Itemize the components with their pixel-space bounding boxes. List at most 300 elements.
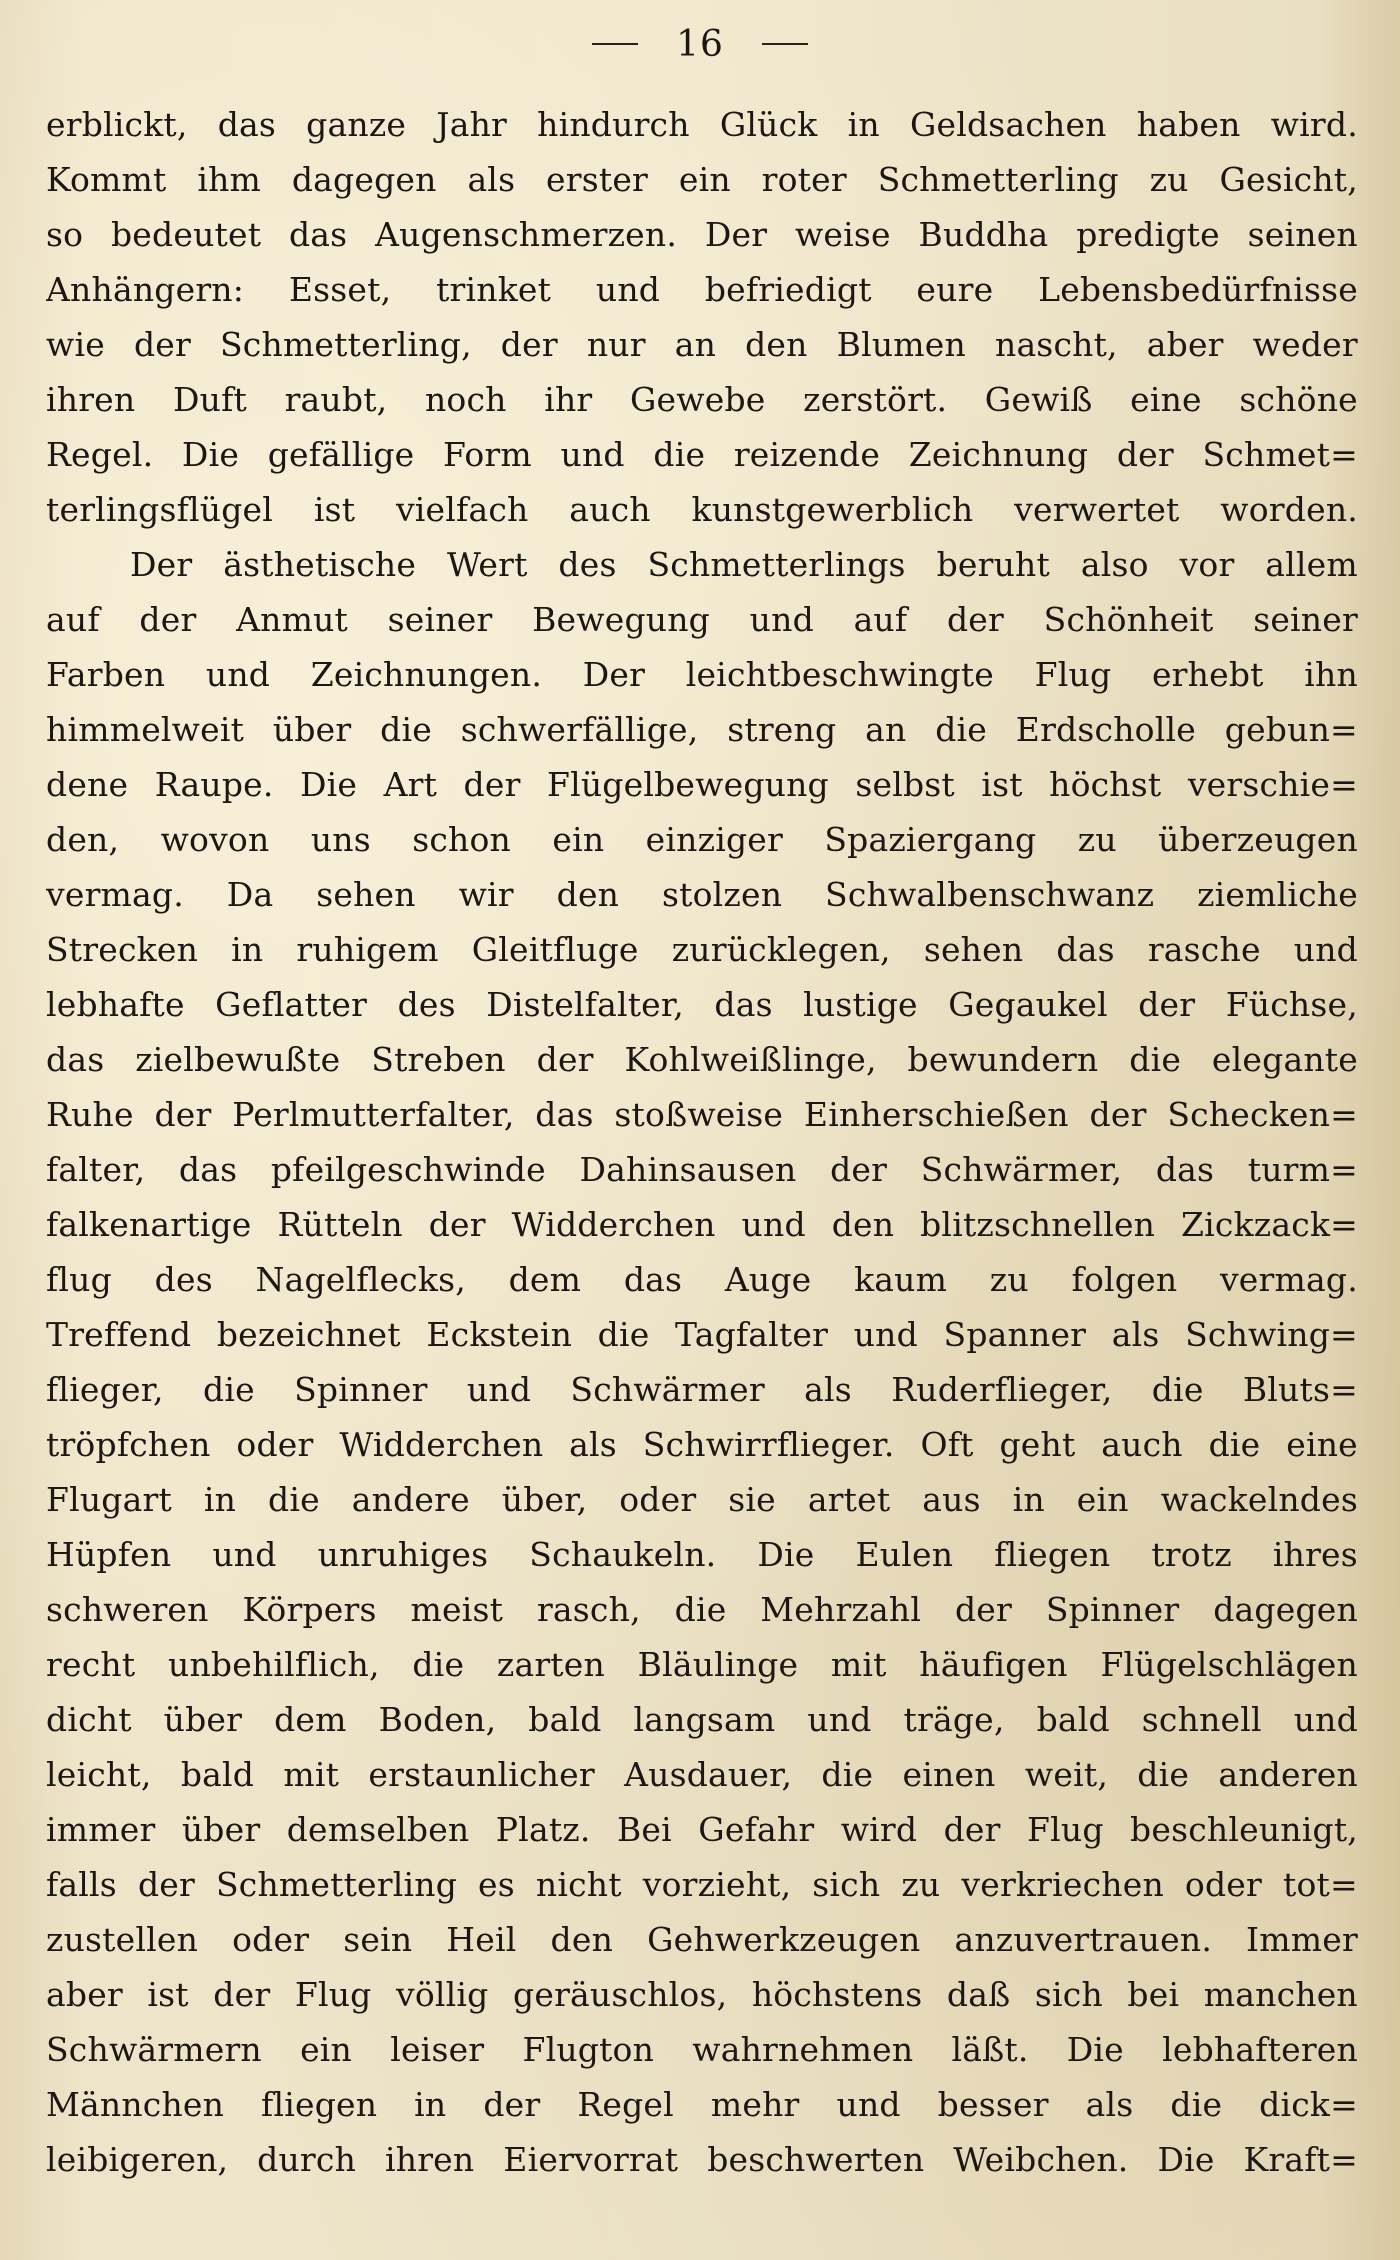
- text-line-words: [46, 97, 1358, 152]
- word: der: [830, 1150, 888, 1189]
- text-line: [46, 2132, 1358, 2187]
- word: anderen: [1218, 1755, 1358, 1794]
- word: Zeichnung: [908, 435, 1089, 474]
- word: roter: [761, 160, 847, 199]
- word: Flug: [294, 1975, 372, 2014]
- word: zu: [1149, 160, 1189, 199]
- word: der: [954, 1590, 1013, 1629]
- word: schwerfällige,: [460, 710, 699, 749]
- text-line: [46, 1912, 1358, 1967]
- text-line-words: [46, 1747, 1358, 1802]
- text-line: [46, 1857, 1358, 1912]
- word: den,: [46, 820, 120, 859]
- word: lebhafteren: [1162, 2030, 1358, 2069]
- word: Männchen: [46, 2085, 225, 2124]
- text-line: [46, 1802, 1358, 1857]
- word: an: [674, 325, 717, 364]
- word: des: [154, 1260, 213, 1299]
- word: Schönheit: [1043, 600, 1214, 639]
- word: beschleunigt,: [1130, 1810, 1358, 1849]
- text-line-words: [46, 1582, 1358, 1637]
- word: schöne: [1239, 380, 1358, 419]
- word: sein: [343, 1920, 413, 1959]
- word: Mehrzahl: [760, 1590, 922, 1629]
- text-line-words: [46, 1307, 1358, 1362]
- word: gefällige: [267, 435, 415, 474]
- word: Schwirrflieger.: [642, 1425, 895, 1464]
- word: reizende: [733, 435, 881, 474]
- word: unruhiges: [317, 1535, 489, 1574]
- word: in: [231, 930, 264, 969]
- text-line-words: [46, 867, 1358, 922]
- word: vorzieht,: [642, 1865, 792, 1904]
- word: andere: [351, 1480, 470, 1519]
- text-line-words: [46, 1417, 1358, 1472]
- word: das: [178, 1150, 238, 1189]
- word: streng: [727, 710, 837, 749]
- text-line-words: [130, 537, 1358, 592]
- word: vermag.: [1219, 1260, 1358, 1299]
- word: Regel.: [46, 435, 154, 474]
- word: leibigeren,: [46, 2140, 229, 2179]
- word: über: [163, 1700, 243, 1739]
- text-line: [46, 647, 1358, 702]
- text-line: [46, 1252, 1358, 1307]
- word: erster: [546, 160, 649, 199]
- word: leiser: [390, 2030, 485, 2069]
- word: tröpfchen: [46, 1425, 211, 1464]
- word: so: [46, 215, 84, 254]
- word: die: [1151, 1370, 1204, 1409]
- word: fliegen: [261, 2085, 378, 2124]
- word: Der: [130, 545, 193, 584]
- word: falls: [46, 1865, 117, 1904]
- word: demselben: [286, 1810, 470, 1849]
- word: auf: [853, 600, 908, 639]
- word: das: [623, 1260, 683, 1299]
- word: das: [288, 215, 348, 254]
- word: völlig: [396, 1975, 489, 2014]
- word: Heil: [446, 1920, 517, 1959]
- word: ihren: [384, 2140, 475, 2179]
- word: Bluts=: [1242, 1370, 1358, 1409]
- word: Lebensbedürfnisse: [1038, 270, 1358, 309]
- word: vermag.: [46, 875, 184, 914]
- word: die: [1208, 1425, 1261, 1464]
- word: die: [597, 1315, 650, 1354]
- word: auch: [569, 490, 651, 529]
- word: als: [1085, 2085, 1134, 2124]
- word: lebhafte: [46, 985, 185, 1024]
- word: Treffend: [46, 1315, 192, 1354]
- word: auf: [46, 600, 100, 639]
- word: aber: [46, 1975, 123, 2014]
- word: der: [1138, 985, 1196, 1024]
- word: ein: [1076, 1480, 1129, 1519]
- text-line-words: [46, 702, 1358, 757]
- word: häufigen: [919, 1645, 1068, 1684]
- word: höchstens: [751, 1975, 923, 2014]
- word: Schmetterling,: [220, 325, 472, 364]
- word: und: [1293, 1700, 1358, 1739]
- word: schnell: [1141, 1700, 1262, 1739]
- word: also: [1080, 545, 1149, 584]
- word: des: [397, 985, 456, 1024]
- word: Bei: [616, 1810, 672, 1849]
- word: Schwärmer,: [920, 1150, 1123, 1189]
- word: einziger: [645, 820, 783, 859]
- word: besser: [937, 2085, 1049, 2124]
- word: der: [1116, 435, 1174, 474]
- word: Der: [582, 655, 646, 694]
- text-line: [46, 977, 1358, 1032]
- text-line: [46, 1417, 1358, 1472]
- page-header: [0, 14, 1400, 74]
- word: ist: [313, 490, 356, 529]
- word: lustige: [803, 985, 918, 1024]
- word: die: [653, 435, 706, 474]
- word: ihn: [1304, 655, 1358, 694]
- word: mehr: [710, 2085, 800, 2124]
- word: Schwärmer: [570, 1370, 765, 1409]
- word: Oft: [920, 1425, 974, 1464]
- word: zurücklegen,: [671, 930, 891, 969]
- word: den: [556, 875, 620, 914]
- word: in: [1012, 1480, 1045, 1519]
- word: über,: [501, 1480, 588, 1519]
- word: Flügelbewegung: [546, 765, 829, 804]
- word: ästhetische: [223, 545, 417, 584]
- word: nicht: [535, 1865, 622, 1904]
- word: Gewiß: [984, 380, 1093, 419]
- word: Spinner: [1045, 1590, 1180, 1629]
- text-line: [46, 922, 1358, 977]
- word: ganze: [306, 105, 407, 144]
- word: weit,: [1024, 1755, 1109, 1794]
- word: ihren: [46, 380, 136, 419]
- word: Flugton: [522, 2030, 655, 2069]
- word: Kraft=: [1243, 2140, 1358, 2179]
- word: die: [1129, 1040, 1182, 1079]
- word: Ruderflieger,: [891, 1370, 1113, 1409]
- text-line: [46, 482, 1358, 537]
- word: der: [500, 325, 558, 364]
- word: vor: [1179, 545, 1235, 584]
- text-line: [46, 152, 1358, 207]
- word: Gehwerkzeugen: [647, 1920, 921, 1959]
- word: leichtbeschwingte: [685, 655, 995, 694]
- text-line: [46, 1527, 1358, 1582]
- word: über: [181, 1810, 261, 1849]
- word: Ausdauer,: [624, 1755, 793, 1794]
- text-line-words: [46, 647, 1358, 702]
- word: der: [213, 1975, 271, 2014]
- page-number: 16: [676, 23, 724, 65]
- word: bezeichnet: [216, 1315, 401, 1354]
- word: bald: [1036, 1700, 1110, 1739]
- text-line-words: [46, 592, 1358, 647]
- text-line: [46, 1692, 1358, 1747]
- word: an: [865, 710, 907, 749]
- word: bald: [180, 1755, 255, 1794]
- word: Weibchen.: [953, 2140, 1129, 2179]
- word: Duft: [172, 380, 247, 419]
- word: himmelweit: [46, 710, 245, 749]
- word: und: [836, 2085, 901, 2124]
- word: ziemliche: [1197, 875, 1358, 914]
- word: Rütteln: [277, 1205, 403, 1244]
- word: wahrnehmen: [692, 2030, 914, 2069]
- word: in: [847, 105, 880, 144]
- word: die: [1137, 1755, 1190, 1794]
- word: zu: [1077, 820, 1117, 859]
- word: die: [412, 1645, 465, 1684]
- word: erblickt,: [46, 105, 188, 144]
- word: sich: [812, 1865, 881, 1904]
- word: und: [595, 270, 661, 309]
- word: zerstört.: [803, 380, 948, 419]
- word: und: [466, 1370, 532, 1409]
- word: als: [804, 1370, 852, 1409]
- word: seiner: [1253, 600, 1358, 639]
- word: verwertet: [1014, 490, 1180, 529]
- word: und: [1293, 930, 1358, 969]
- word: Schwärmern: [46, 2030, 262, 2069]
- word: oder: [236, 1425, 314, 1464]
- word: sehen: [923, 930, 1024, 969]
- word: meist: [410, 1590, 504, 1629]
- word: seinen: [1247, 215, 1358, 254]
- text-line-words: [46, 1802, 1358, 1857]
- word: Schwing=: [1185, 1315, 1358, 1354]
- word: überzeugen: [1158, 820, 1358, 859]
- word: terlingsflügel: [46, 490, 274, 529]
- text-line-words: [46, 922, 1358, 977]
- word: ihm: [197, 160, 262, 199]
- header-dash-left: [592, 43, 638, 45]
- word: schon: [412, 820, 512, 859]
- text-line: [46, 537, 1358, 592]
- word: bei: [1127, 1975, 1180, 2014]
- word: dagegen: [1213, 1590, 1358, 1629]
- word: träge,: [903, 1700, 1005, 1739]
- text-line-words: [46, 757, 1358, 812]
- word: pfeilgeschwinde: [270, 1150, 546, 1189]
- word: Widderchen: [339, 1425, 544, 1464]
- word: turm=: [1247, 1150, 1358, 1189]
- word: Platz.: [495, 1810, 591, 1849]
- word: wird.: [1270, 105, 1358, 144]
- word: Eiervorrat: [503, 2140, 679, 2179]
- word: rasche: [1147, 930, 1261, 969]
- word: falter,: [46, 1150, 146, 1189]
- word: uns: [310, 820, 371, 859]
- text-line: [46, 592, 1358, 647]
- text-line: [46, 1637, 1358, 1692]
- word: das: [535, 1095, 594, 1134]
- word: Schmetterlings: [647, 545, 906, 584]
- word: wackelndes: [1160, 1480, 1358, 1519]
- word: flieger,: [46, 1370, 164, 1409]
- word: haben: [1136, 105, 1241, 144]
- word: oder: [1184, 1865, 1263, 1904]
- word: Augenschmerzen.: [375, 215, 678, 254]
- word: Geflatter: [215, 985, 368, 1024]
- word: Kohlweißlinge,: [624, 1040, 877, 1079]
- word: hindurch: [537, 105, 690, 144]
- word: als: [569, 1425, 617, 1464]
- word: läßt.: [951, 2030, 1029, 2069]
- word: erhebt: [1151, 655, 1264, 694]
- word: langsam: [633, 1700, 776, 1739]
- word: zu: [989, 1260, 1029, 1299]
- word: der: [463, 765, 521, 804]
- word: verschie=: [1187, 765, 1358, 804]
- word: ein: [678, 160, 731, 199]
- text-line-words: [46, 1032, 1358, 1087]
- text-line: [46, 867, 1358, 922]
- word: gebun=: [1224, 710, 1358, 749]
- word: trinket: [436, 270, 552, 309]
- word: befriedigt: [704, 270, 872, 309]
- word: raubt,: [284, 380, 388, 419]
- text-line-words: [46, 427, 1358, 482]
- word: folgen: [1071, 1260, 1178, 1299]
- body-text: [46, 97, 1358, 2187]
- word: Hüpfen: [46, 1535, 172, 1574]
- word: und: [807, 1700, 872, 1739]
- word: Art: [383, 765, 438, 804]
- text-line-words: [46, 2022, 1358, 2077]
- word: Gleitfluge: [471, 930, 639, 969]
- word: trotz: [1151, 1535, 1232, 1574]
- word: einen: [902, 1755, 996, 1794]
- text-line-words: [46, 1857, 1358, 1912]
- text-line: [46, 757, 1358, 812]
- word: zu: [901, 1865, 941, 1904]
- word: das: [46, 1040, 105, 1079]
- word: stolzen: [662, 875, 783, 914]
- word: noch: [424, 380, 507, 419]
- word: Schmetterling: [877, 160, 1119, 199]
- word: Zeichnungen.: [310, 655, 543, 694]
- word: nascht,: [994, 325, 1118, 364]
- word: in: [203, 1480, 237, 1519]
- word: blitzschnellen: [920, 1205, 1156, 1244]
- text-line: [46, 1197, 1358, 1252]
- word: ist: [147, 1975, 189, 2014]
- text-line: [46, 1472, 1358, 1527]
- word: Blumen: [836, 325, 966, 364]
- word: predigte: [1076, 215, 1220, 254]
- word: Raupe.: [154, 765, 274, 804]
- word: recht: [46, 1645, 136, 1684]
- word: manchen: [1203, 1975, 1358, 2014]
- word: Körpers: [242, 1590, 377, 1629]
- text-line: [46, 1307, 1358, 1362]
- word: worden.: [1220, 490, 1358, 529]
- word: zustellen: [46, 1920, 199, 1959]
- word: aus: [922, 1480, 981, 1519]
- word: Gesicht,: [1219, 160, 1358, 199]
- word: zielbewußte: [135, 1040, 341, 1079]
- word: Eulen: [855, 1535, 954, 1574]
- word: bewundern: [907, 1040, 1099, 1079]
- word: als: [467, 160, 516, 199]
- word: der: [483, 2085, 541, 2124]
- word: Da: [226, 875, 274, 914]
- word: durch: [257, 2140, 357, 2179]
- word: und: [741, 1205, 806, 1244]
- word: in: [414, 2085, 447, 2124]
- text-line-words: [46, 1252, 1358, 1307]
- word: höchst: [1049, 765, 1162, 804]
- word: Anmut: [236, 600, 348, 639]
- word: sich: [1034, 1975, 1103, 2014]
- text-line-words: [46, 1472, 1358, 1527]
- word: Schmet=: [1202, 435, 1358, 474]
- word: Tagfalter: [675, 1315, 829, 1354]
- text-line: [46, 2077, 1358, 2132]
- word: das: [217, 105, 277, 144]
- word: eine: [1286, 1425, 1358, 1464]
- word: Immer: [1246, 1920, 1358, 1959]
- word: es: [478, 1865, 515, 1904]
- word: und: [749, 600, 814, 639]
- word: wovon: [160, 820, 270, 859]
- word: Auge: [724, 1260, 812, 1299]
- word: Erdscholle: [1015, 710, 1196, 749]
- word: Regel: [577, 2085, 674, 2124]
- text-line: [46, 262, 1358, 317]
- word: der: [139, 600, 197, 639]
- word: Flugart: [46, 1480, 172, 1519]
- text-line-words: [46, 1967, 1358, 2022]
- word: Bläulinge: [637, 1645, 799, 1684]
- word: wie: [46, 325, 105, 364]
- text-line-words: [46, 1362, 1358, 1417]
- word: eure: [916, 270, 994, 309]
- word: als: [1111, 1315, 1160, 1354]
- word: allem: [1265, 545, 1358, 584]
- text-line-words: [46, 1142, 1358, 1197]
- word: die: [1170, 2085, 1223, 2124]
- word: den: [745, 325, 808, 364]
- word: Die: [757, 1535, 815, 1574]
- word: der: [133, 325, 191, 364]
- word: Flug: [1027, 1810, 1104, 1849]
- word: Gegaukel: [948, 985, 1108, 1024]
- word: mit: [830, 1645, 887, 1684]
- word: dem: [508, 1260, 582, 1299]
- word: eine: [1130, 380, 1202, 419]
- word: erstaunlicher: [368, 1755, 595, 1794]
- word: daß: [946, 1975, 1011, 2014]
- word: Schwalbenschwanz: [825, 875, 1155, 914]
- word: Distelfalter,: [486, 985, 684, 1024]
- text-line-words: [46, 2132, 1358, 2187]
- word: Spinner: [294, 1370, 428, 1409]
- text-line-words: [46, 317, 1358, 372]
- text-line-words: [46, 1912, 1358, 1967]
- word: die: [268, 1480, 320, 1519]
- word: Flügelschlägen: [1100, 1645, 1358, 1684]
- text-line: [46, 812, 1358, 867]
- word: sehen: [316, 875, 416, 914]
- word: mit: [283, 1755, 340, 1794]
- word: Wert: [446, 545, 528, 584]
- word: Form: [443, 435, 532, 474]
